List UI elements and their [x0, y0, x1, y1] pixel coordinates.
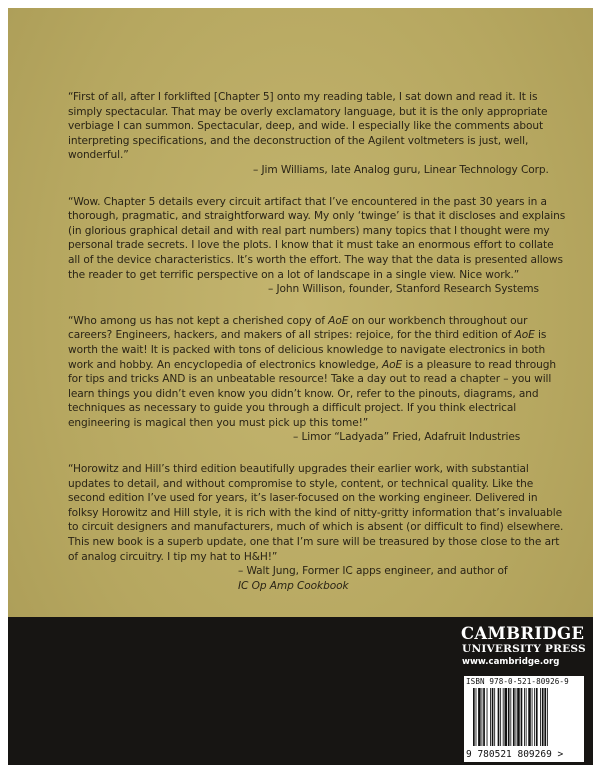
quote-jung	[68, 462, 568, 593]
publisher-logo	[461, 625, 586, 668]
book-abbrev: AoE	[328, 314, 349, 327]
back-cover	[8, 8, 593, 765]
quote-attribution: – Jim Williams, late Analog guru, Linear Technology Corp.	[253, 163, 549, 176]
quote-text: “Horowitz and Hill’s third edition beautifully upgrades their earlier work, with substantial updates to detail, and without compromise to style, content, or technical quality. Like the second edition I’ve used for years, it’s laser-focused on the working engineer. Delivered in folksy Horowitz and Hill style, it is rich with the kind of nitty-gritty information that’s invaluable to circuit designers and manufacturers, much of which is absent (or difficult to find) elsewhere. This new book is a superb update, one that I’m sure will be treasured by those close to the art of analog circuitry. I tip my hat to H&H!”	[68, 463, 564, 563]
quote-fried	[68, 314, 568, 445]
quote-text: “Who among us has not kept a cherished copy of AoE on our workbench throughout our careers? Engineers, hackers, and makers of all stripes: rejoice, for the third edition of AoE is worth the wait! It is packed with tons of delicious knowledge to navigate electronics in both work and hobby. An encyclopedia of electronics knowledge, AoE is a pleasure to read through for tips and tricks AND is an unbeatable resource! Take a day out to read a chapter – you will learn things you didn’t even know you didn’t know. Or, refer to the pinouts, diagrams, and techniques as necessary to guide you through a difficult project. If you think electrical engineering is magical then you must pick up this tome!”	[68, 314, 556, 429]
publisher-subname: UNIVERSITY PRESS	[462, 643, 586, 655]
book-abbrev: AoE	[514, 329, 535, 342]
publisher-name: CAMBRIDGE	[461, 624, 585, 643]
quote-williams	[68, 90, 568, 178]
quote-willison	[68, 195, 568, 297]
publisher-url: www.cambridge.org	[462, 657, 560, 667]
isbn-label: ISBN 978-0-521-80926-9	[466, 677, 569, 686]
quote-attribution: – John Willison, founder, Stanford Research Systems	[268, 283, 539, 296]
barcode-digits: 9 780521 809269 >	[466, 749, 564, 760]
quote-attribution: – Walt Jung, Former IC apps engineer, and author of IC Op Amp Cookbook	[68, 564, 568, 593]
quote-text: “First of all, after I forklifted [Chapter 5] onto my reading table, I sat down and read it. It is simply spectacular. That may be overly exclamatory language, but it is the only appropriate verbiage I can summon. Spectacular, deep, and wide. I especially like the comments about interpreting specifications, and the deconstruction of the Agilent voltmeters is just, well, wonderful.”	[68, 91, 548, 162]
barcode-icon	[473, 688, 577, 748]
book-abbrev: AoE	[381, 358, 403, 371]
quote-attribution: – Limor “Ladyada” Fried, Adafruit Industries	[293, 431, 521, 444]
cookbook-title: IC Op Amp Cookbook	[238, 579, 349, 592]
barcode-box	[464, 676, 584, 762]
quote-text: “Wow. Chapter 5 details every circuit artifact that I’ve encountered in the past 30 years in a thorough, pragmatic, and straightforward way. My only ‘twinge’ is that it discloses and explains (in glorious graphical detail and with real part numbers) many topics that I thought were my personal trade secrets. I love the plots. I know that it must take an enormous effort to collate all of the device characteristics. It’s worth the effort. The way that the data is presented allows the reader to get terrific perspective on a lot of landscape in a single view. Nice work.”	[68, 195, 566, 281]
endorsements	[68, 90, 568, 610]
